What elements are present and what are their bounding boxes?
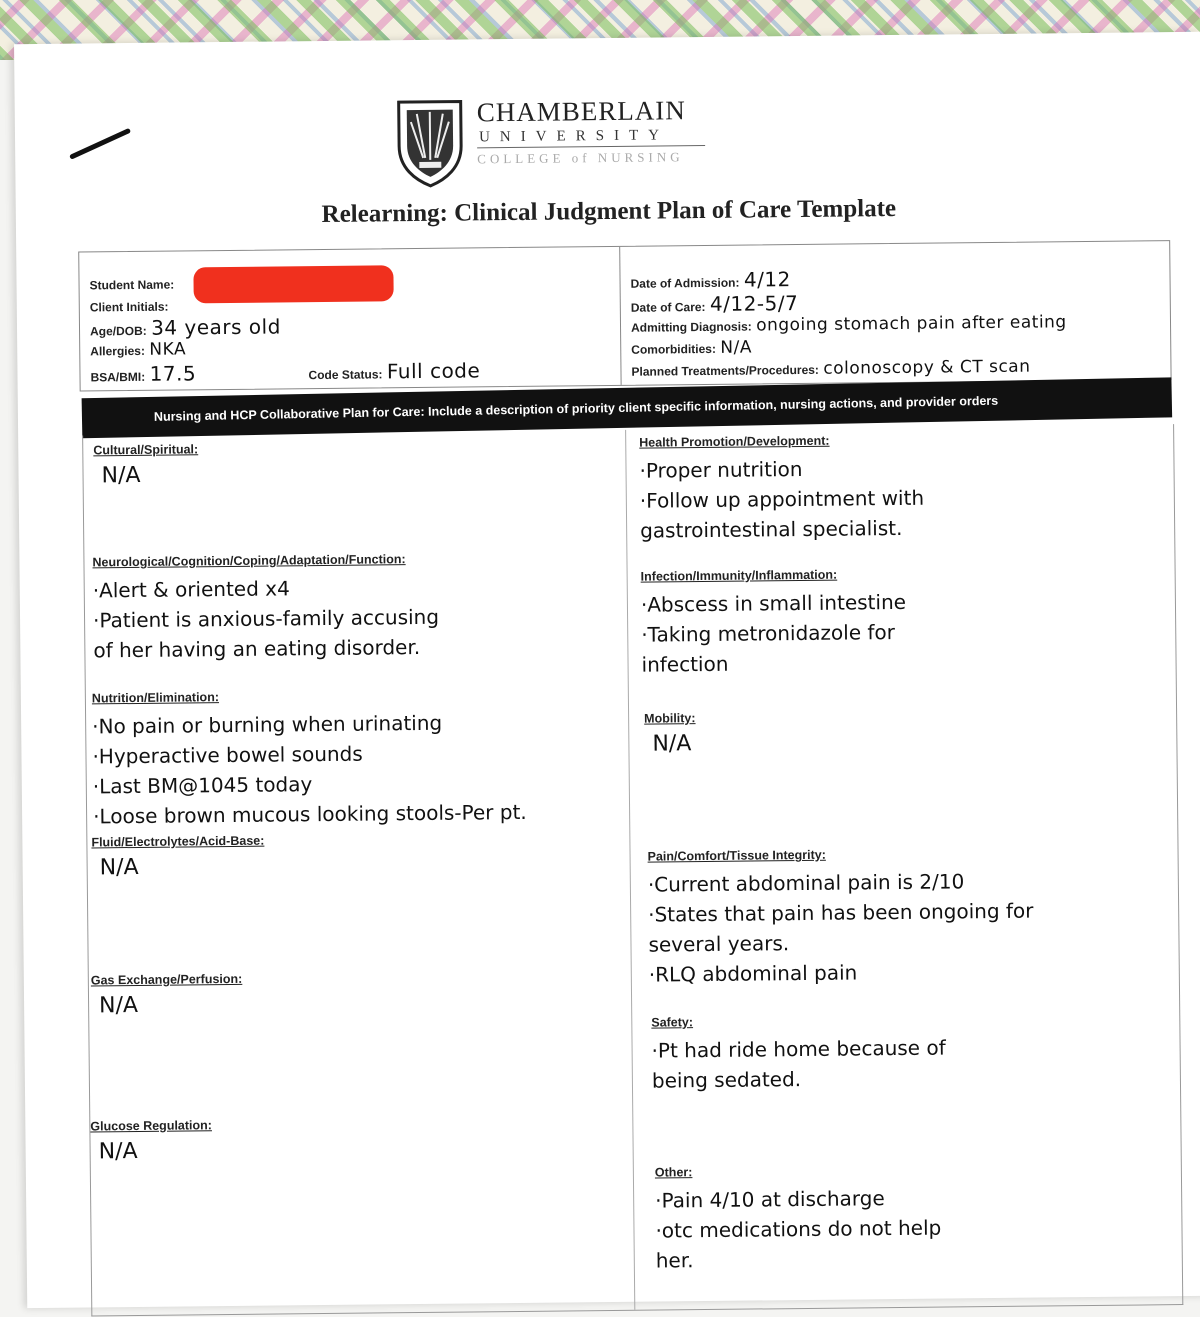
section-line: ·Taking metronidazole for (641, 620, 896, 647)
client-initials-row (90, 298, 169, 317)
section-line: ·Last BM@1045 today (92, 772, 313, 799)
university-line: UNIVERSITY (477, 125, 705, 148)
bsa-bmi-value: 17.5 (149, 361, 197, 386)
bsa-bmi-label: BSA/BMI: (90, 369, 146, 385)
section-title: Other: (654, 1165, 693, 1180)
section-glucose (90, 1118, 212, 1164)
section-line: N/A (98, 992, 139, 1019)
section-title: Cultural/Spiritual: (93, 442, 199, 458)
section-line: ·Alert & oriented x4 (92, 576, 290, 603)
section-line: infection (641, 651, 729, 677)
code-status-value: Full code (386, 358, 481, 384)
column-divider (625, 430, 635, 1310)
code-status-row (308, 358, 480, 384)
comorbidities-label: Comorbidities: (631, 341, 717, 357)
section-line: several years. (648, 931, 790, 957)
section-cultural (93, 442, 198, 488)
section-title: Infection/Immunity/Inflammation: (640, 567, 838, 584)
date-care-label: Date of Care: (630, 299, 706, 315)
date-admission-value: 4/12 (743, 267, 791, 292)
section-line: ·Follow up appointment with (639, 485, 925, 513)
university-name: CHAMBERLAIN (476, 95, 686, 128)
section-pain (648, 846, 1035, 990)
care-plan-grid (82, 424, 1183, 1316)
section-line: ·Abscess in small intestine (640, 589, 907, 617)
section-line: ·No pain or burning when urinating (92, 710, 443, 739)
section-line: gastrointestinal specialist. (640, 515, 903, 543)
section-infection (641, 567, 907, 680)
section-line: ·Proper nutrition (639, 456, 803, 483)
section-line: of her having an eating disorder. (93, 634, 421, 663)
section-line: N/A (99, 854, 139, 881)
section-line: ·otc medications do not help (655, 1215, 942, 1243)
section-line: ·Loose brown mucous looking stools-Per pt. (92, 799, 527, 829)
pen-mark (69, 128, 131, 160)
age-dob-row (90, 314, 281, 340)
date-admission-row (630, 267, 791, 293)
section-neuro (92, 552, 439, 666)
code-status-label: Code Status: (308, 367, 383, 383)
section-line: ·States that pain has been ongoing for (648, 898, 1034, 927)
section-line: ·RLQ abdominal pain (648, 960, 858, 987)
university-logo (395, 95, 726, 194)
section-other (655, 1163, 942, 1276)
allergies-label: Allergies: (90, 343, 146, 359)
patient-info-box (78, 240, 1171, 391)
section-title: Neurological/Cognition/Coping/Adaptation/Function: (92, 552, 406, 570)
section-line: ·Current abdominal pain is 2/10 (647, 869, 965, 897)
allergies-row (90, 339, 186, 360)
brand-text (477, 95, 724, 171)
section-line: ·Hyperactive bowel sounds (92, 741, 363, 769)
admitting-diagnosis-value: ongoing stomach pain after eating (756, 312, 1067, 336)
patient-info-left (79, 247, 621, 391)
section-line: being sedated. (651, 1067, 802, 1093)
section-title: Safety: (651, 1015, 694, 1030)
planned-label: Planned Treatments/Procedures: (631, 362, 819, 379)
section-line: ·Pt had ride home because of (651, 1035, 946, 1063)
section-title: Nutrition/Elimination: (91, 690, 220, 706)
planned-row (631, 357, 1030, 381)
student-name-label: Student Name: (89, 277, 175, 293)
section-line: her. (655, 1248, 694, 1273)
document-title: Relearning: Clinical Judgment Plan of Care Template (321, 194, 897, 228)
age-dob-value: 34 years old (151, 314, 281, 340)
admitting-diagnosis-label: Admitting Diagnosis: (630, 319, 752, 335)
section-title: Pain/Comfort/Tissue Integrity: (647, 847, 826, 864)
college-line: COLLEGE of NURSING (477, 149, 684, 167)
patient-info-right (620, 241, 1170, 385)
allergies-value: NKA (149, 339, 187, 360)
section-line: N/A (101, 462, 141, 489)
section-mobility (644, 711, 696, 757)
section-safety (651, 1013, 946, 1096)
section-title: Gas Exchange/Perfusion: (90, 971, 243, 988)
admitting-diagnosis-row (631, 312, 1067, 337)
shield-icon (395, 97, 466, 188)
section-gas (91, 972, 243, 1019)
age-dob-label: Age/DOB: (89, 323, 147, 339)
date-care-value: 4/12-5/7 (709, 291, 799, 316)
planned-value: colonoscopy & CT scan (823, 356, 1031, 379)
section-fluid (91, 834, 264, 881)
section-title: Fluid/Electrolytes/Acid-Base: (91, 833, 265, 850)
section-title: Mobility: (644, 711, 696, 726)
section-line: N/A (98, 1138, 138, 1165)
bsa-bmi-row (90, 361, 196, 386)
plan-banner: Nursing and HCP Collaborative Plan for Care: Include a description of priority client specific information, nursing actions, and provider orders (82, 377, 1173, 438)
section-title: Health Promotion/Development: (639, 433, 830, 450)
section-line: N/A (652, 731, 692, 757)
section-line: ·Pain 4/10 at discharge (655, 1186, 885, 1213)
document-page (14, 32, 1200, 1308)
section-health (639, 433, 924, 546)
comorbidities-row (631, 337, 752, 358)
section-nutrition (92, 687, 527, 832)
redaction-mark (193, 265, 393, 303)
section-line: ·Patient is anxious-family accusing (92, 604, 440, 633)
section-title: Glucose Regulation: (90, 1118, 212, 1134)
student-name-row (89, 276, 174, 295)
date-care-row (631, 291, 799, 317)
client-initials-label: Client Initials: (89, 299, 169, 315)
comorbidities-value: N/A (720, 337, 753, 358)
date-admission-label: Date of Admission: (630, 275, 740, 291)
